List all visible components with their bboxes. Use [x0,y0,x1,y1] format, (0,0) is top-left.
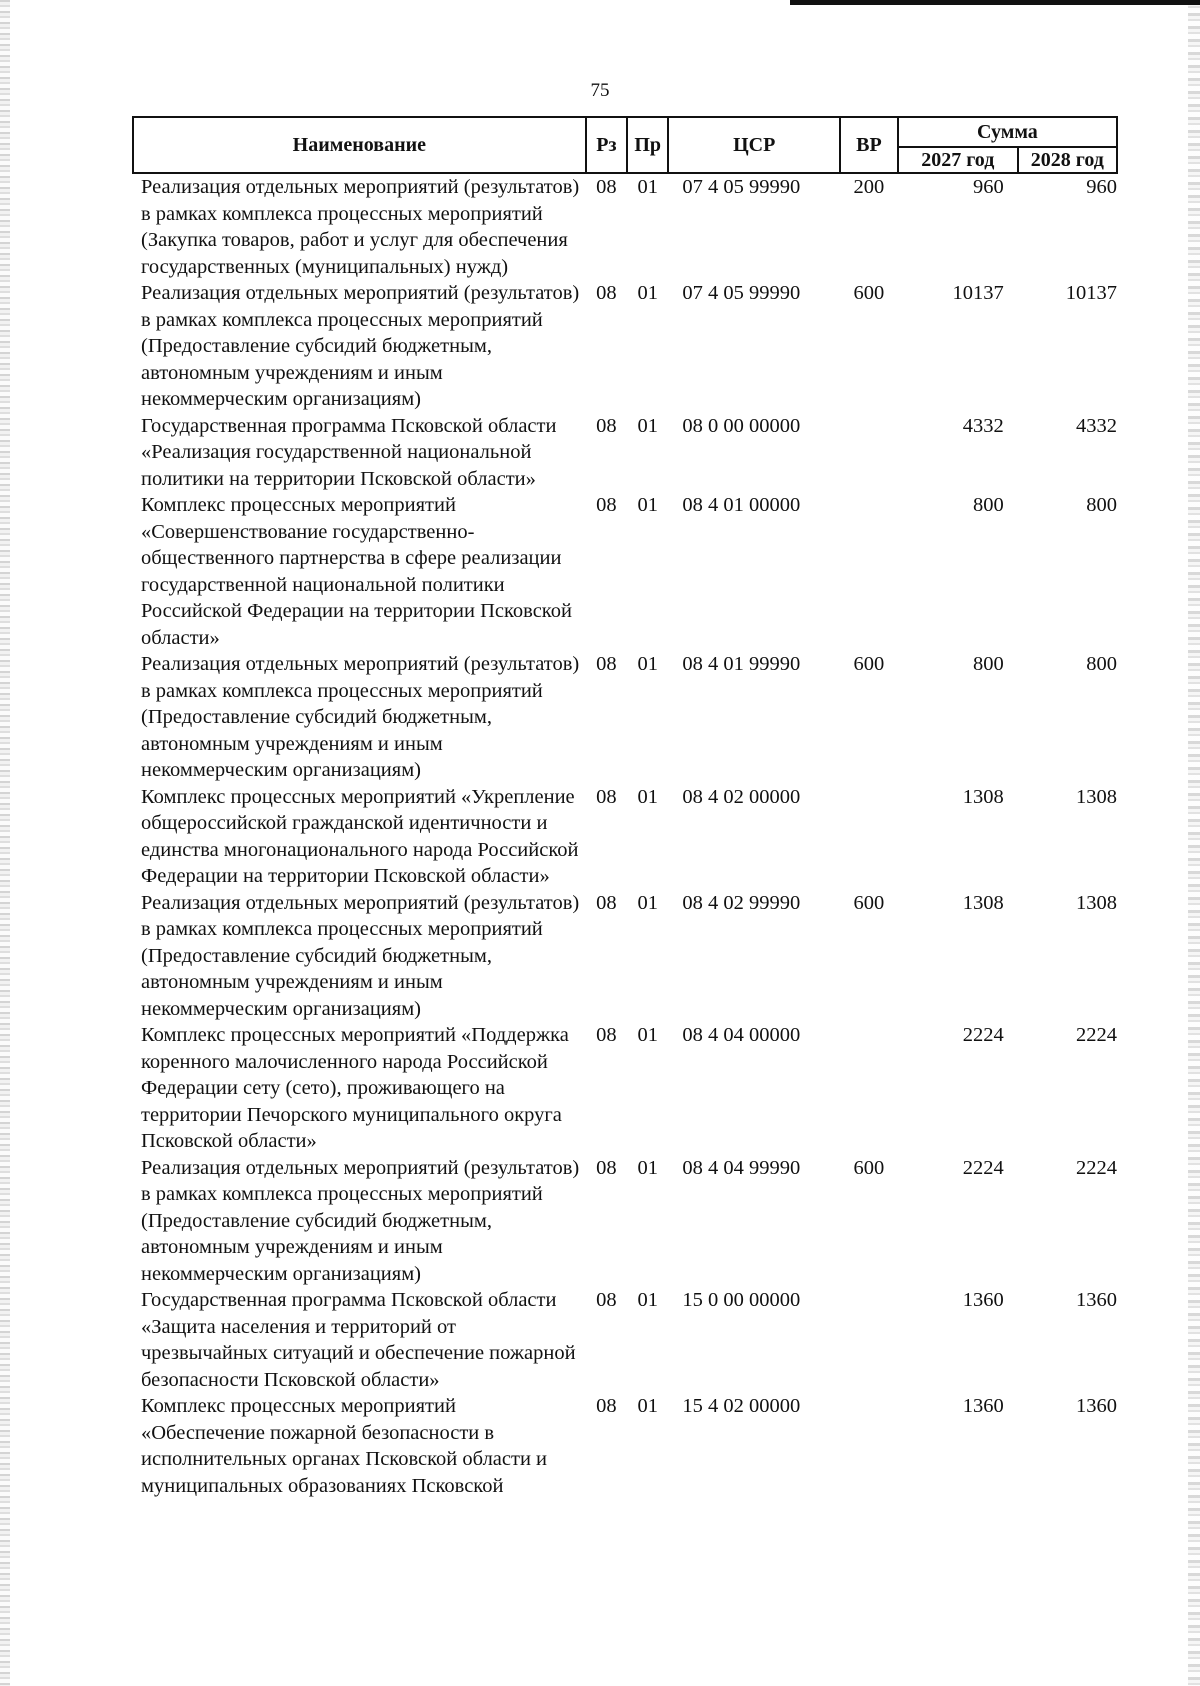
table-row [133,413,1117,493]
table-row [133,492,1117,651]
row-sum-2027: 800 [972,494,1004,516]
row-sum-2027: 1360 [962,1289,1004,1311]
budget-table [132,116,1118,1499]
scan-edge-left [0,0,10,1686]
scan-edge-right [1188,0,1200,1686]
header-year-2028: 2028 год [1018,147,1117,173]
row-rz: 08 [596,282,617,304]
row-vr [840,1022,898,1155]
row-vr: 600 [853,653,885,675]
row-csr: 08 4 02 99990 [682,891,801,914]
row-rz: 08 [596,891,617,914]
row-vr: 200 [853,176,885,198]
table-row [133,1155,1117,1288]
row-pr: 01 [637,1024,658,1046]
table-row [133,1287,1117,1393]
row-csr: 08 4 01 00000 [682,494,801,516]
row-sum-2028: 1308 [1076,891,1117,914]
table-header [133,117,1117,173]
row-rz: 08 [596,1395,617,1417]
table-row [133,890,1117,1023]
table-row [133,1393,1117,1499]
table-row [133,651,1117,784]
row-sum-2028: 960 [1086,176,1117,198]
table-row [133,1022,1117,1155]
row-pr: 01 [637,282,658,304]
row-sum-2028: 1308 [1076,785,1117,808]
row-sum-2028: 1360 [1076,1395,1117,1417]
row-rz: 08 [596,414,617,437]
row-name: Комплекс процессных мероприятий «Укрепление общероссийской гражданской идентичности и единства многонационального народа Российской Федерации на территории Псковской области» [141,785,579,887]
row-csr: 07 4 05 99990 [682,176,801,198]
row-name: Комплекс процессных мероприятий «Обеспечение пожарной безопасности в исполнительных органах Псковской области и муниципальных образованиях Псковской [141,1395,548,1497]
row-rz: 08 [596,1156,617,1179]
row-pr: 01 [637,1395,658,1417]
row-vr: 600 [853,891,885,914]
row-sum-2027: 2224 [962,1156,1004,1179]
table-row [133,173,1117,280]
row-pr: 01 [637,1156,658,1179]
row-sum-2028: 10137 [1065,282,1117,304]
row-name: Реализация отдельных мероприятий (результатов) в рамках комплекса процессных мероприятий (Закупка товаров, работ и услуг для обеспечения государственных (муниципальных) нужд) [141,176,580,278]
row-pr: 01 [637,176,658,198]
row-sum-2028: 1360 [1076,1289,1117,1311]
row-rz: 08 [596,1024,617,1046]
row-name: Комплекс процессных мероприятий «Поддержка коренного малочисленного народа Российской Федерации сету (сето), проживающего на территории Печорского муниципального округа Псковской области» [141,1024,569,1152]
row-csr: 15 0 00 00000 [682,1289,801,1311]
row-vr: 600 [853,282,885,304]
row-csr: 08 4 02 00000 [682,785,801,808]
header-name: Наименование [133,117,586,173]
row-sum-2028: 4332 [1076,414,1117,437]
row-csr: 08 4 04 00000 [682,1024,801,1046]
row-rz: 08 [596,176,617,198]
row-sum-2028: 2224 [1076,1156,1117,1179]
header-csr: ЦСР [668,117,840,173]
row-name: Реализация отдельных мероприятий (результатов) в рамках комплекса процессных мероприятий (Предоставление субсидий бюджетным, автономным учреждениям и иным некоммерческим организациям) [141,1156,580,1285]
row-sum-2028: 2224 [1076,1024,1117,1046]
row-pr: 01 [637,891,658,914]
table-row [133,784,1117,890]
row-csr: 15 4 02 00000 [682,1395,801,1417]
row-sum-2027: 4332 [962,414,1004,437]
row-pr: 01 [637,414,658,437]
row-sum-2027: 10137 [952,282,1004,304]
header-rz: Рз [586,117,627,173]
header-year-2027: 2027 год [898,147,1018,173]
row-sum-2027: 960 [972,176,1004,198]
row-vr [840,413,898,493]
row-csr: 07 4 05 99990 [682,282,801,304]
header-sum: Сумма [898,117,1117,147]
row-rz: 08 [596,653,617,675]
row-sum-2027: 2224 [962,1024,1004,1046]
row-name: Реализация отдельных мероприятий (результатов) в рамках комплекса процессных мероприятий (Предоставление субсидий бюджетным, автономным учреждениям и иным некоммерческим организациям) [141,653,580,781]
row-rz: 08 [596,785,617,808]
row-sum-2028: 800 [1086,653,1117,675]
row-pr: 01 [637,494,658,516]
row-vr [840,1393,898,1499]
row-vr: 600 [853,1156,885,1179]
table-body [133,173,1117,1499]
row-pr: 01 [637,785,658,808]
scan-top-edge [790,0,1200,5]
row-sum-2027: 1308 [962,785,1004,808]
row-pr: 01 [637,1289,658,1311]
page-number: 75 [590,80,610,101]
header-pr: Пр [627,117,668,173]
row-vr [840,492,898,651]
row-rz: 08 [596,1289,617,1311]
row-name: Государственная программа Псковской области «Защита населения и территорий от чрезвычайных ситуаций и обеспечение пожарной безопасности Псковской области» [141,1289,576,1391]
row-sum-2028: 800 [1086,494,1117,516]
row-vr [840,784,898,890]
table-row [133,280,1117,413]
row-sum-2027: 1308 [962,891,1004,914]
row-sum-2027: 1360 [962,1395,1004,1417]
row-csr: 08 4 01 99990 [682,653,801,675]
header-vr: ВР [840,117,898,173]
row-vr [840,1287,898,1393]
row-sum-2027: 800 [972,653,1004,675]
row-name: Реализация отдельных мероприятий (результатов) в рамках комплекса процессных мероприятий (Предоставление субсидий бюджетным, автономным учреждениям и иным некоммерческим организациям) [141,282,580,410]
row-csr: 08 4 04 99990 [682,1156,801,1179]
row-csr: 08 0 00 00000 [682,414,801,437]
row-name: Государственная программа Псковской области «Реализация государственной национальной политики на территории Псковской области» [141,414,557,490]
row-name: Реализация отдельных мероприятий (результатов) в рамках комплекса процессных мероприятий (Предоставление субсидий бюджетным, автономным учреждениям и иным некоммерческим организациям) [141,891,580,1020]
row-name: Комплекс процессных мероприятий «Совершенствование государственно-общественного партнерства в сфере реализации государственной национальной политики Российской Федерации на территории Псковской области» [141,494,572,649]
row-pr: 01 [637,653,658,675]
row-rz: 08 [596,494,617,516]
